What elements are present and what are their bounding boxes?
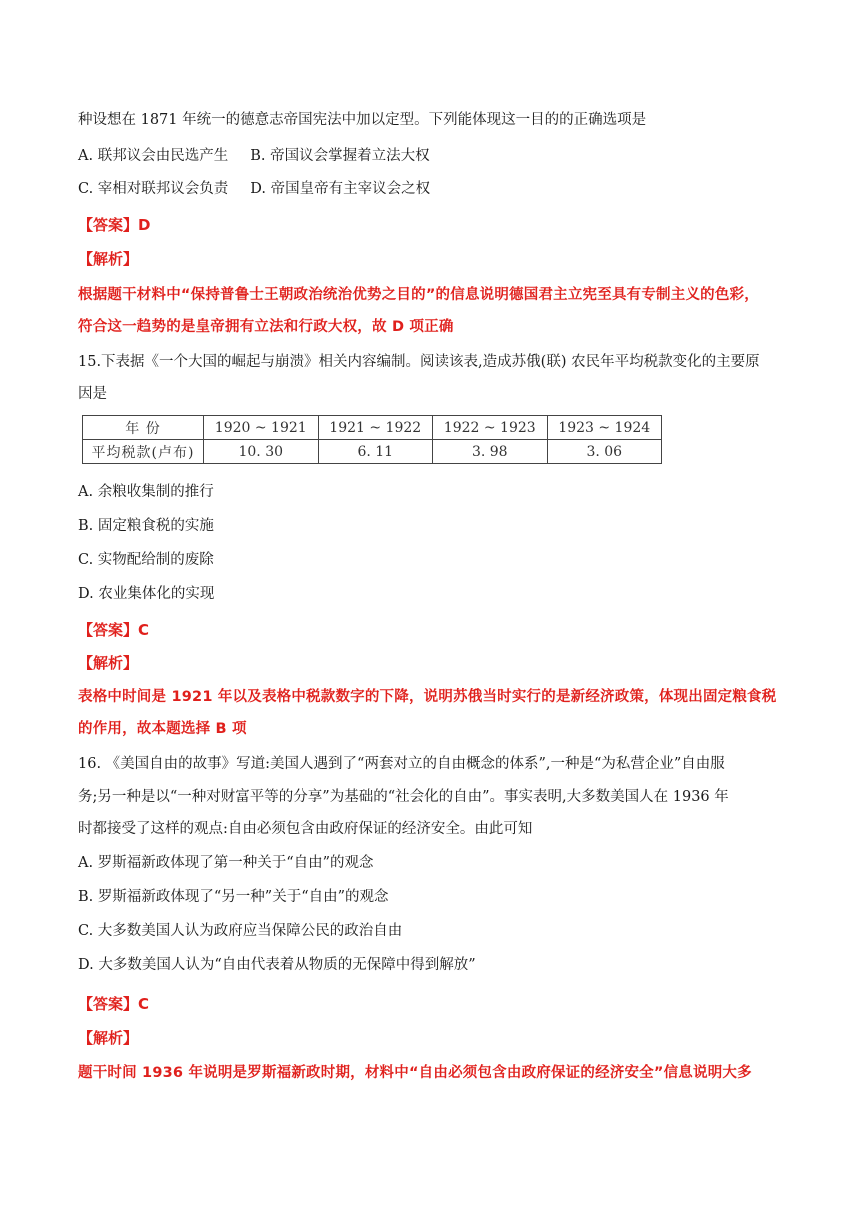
q15-analysis-line-2: 的作用，故本题选择 B 项 xyxy=(78,721,247,737)
table-cell-value: 10. 30 xyxy=(204,440,319,464)
q14-answer: 【答案】D xyxy=(78,216,151,234)
q16-answer: 【答案】C xyxy=(78,995,150,1013)
q14-option-b: B. 帝国议会掌握着立法大权 xyxy=(250,148,430,164)
q15-option-a: A. 余粮收集制的推行 xyxy=(78,484,214,500)
q14-options-row-1 xyxy=(78,146,430,166)
table-cell-value: 3. 98 xyxy=(433,440,548,464)
tax-table xyxy=(82,415,662,464)
q16-stem-line-1: 16. 《美国自由的故事》写道:美国人遇到了“两套对立的自由概念的体系”,一种是“为私营企业”自由服 xyxy=(78,756,725,772)
q16-option-b: B. 罗斯福新政体现了“另一种”关于“自由”的观念 xyxy=(78,889,389,905)
q15-option-c: C. 实物配给制的废除 xyxy=(78,552,214,568)
table-row-header-year: 年 份 xyxy=(83,416,204,440)
q16-option-d: D. 大多数美国人认为“自由代表着从物质的无保障中得到解放” xyxy=(78,957,476,973)
q15-analysis-label: 【解析】 xyxy=(78,654,139,672)
q15-option-b: B. 固定粮食税的实施 xyxy=(78,518,214,534)
q16-stem-line-2: 务;另一种是以“一种对财富平等的分享”为基础的“社会化的自由”。事实表明,大多数美国人在 1936 年 xyxy=(78,789,729,805)
q14-analysis-line-2: 符合这一趋势的是皇帝拥有立法和行政大权，故 D 项正确 xyxy=(78,319,454,335)
q14-options-row-2 xyxy=(78,179,430,199)
q16-stem-line-3: 时都接受了这样的观点:自由必须包含由政府保证的经济安全。由此可知 xyxy=(78,821,533,837)
q14-analysis-label: 【解析】 xyxy=(78,250,139,268)
q15-analysis-line-1: 表格中时间是 1921 年以及表格中税款数字的下降，说明苏俄当时实行的是新经济政策，体现出固定粮食税 xyxy=(78,689,777,705)
q14-option-c: C. 宰相对联邦议会负责 xyxy=(78,181,229,197)
q14-option-a: A. 联邦议会由民选产生 xyxy=(78,148,229,164)
q15-stem-line-1: 15.下表据《一个大国的崛起与崩溃》相关内容编制。阅读该表,造成苏俄(联) 农民年平均税款变化的主要原 xyxy=(78,354,760,370)
q14-analysis-line-1: 根据题干材料中“保持普鲁士王朝政治统治优势之目的”的信息说明德国君主立宪至具有专制主义的色彩， xyxy=(78,287,759,303)
table-cell-year: 1922 ~ 1923 xyxy=(433,416,548,440)
q16-analysis-label: 【解析】 xyxy=(78,1029,139,1047)
table-cell-year: 1920 ~ 1921 xyxy=(204,416,319,440)
q14-stem: 种设想在 1871 年统一的德意志帝国宪法中加以定型。下列能体现这一目的的正确选项是 xyxy=(78,112,647,128)
q14-option-d: D. 帝国皇帝有主宰议会之权 xyxy=(250,181,431,197)
q15-stem-line-2: 因是 xyxy=(78,386,107,402)
q16-analysis-line-1: 题干时间 1936 年说明是罗斯福新政时期，材料中“自由必须包含由政府保证的经济安全”信息说明大多 xyxy=(78,1065,752,1081)
table-cell-value: 6. 11 xyxy=(318,440,433,464)
q16-option-c: C. 大多数美国人认为政府应当保障公民的政治自由 xyxy=(78,923,403,939)
q15-option-d: D. 农业集体化的实现 xyxy=(78,586,215,602)
q16-option-a: A. 罗斯福新政体现了第一种关于“自由”的观念 xyxy=(78,855,374,871)
table-row-header-tax: 平均税款(卢布) xyxy=(83,440,204,464)
table-cell-value: 3. 06 xyxy=(547,440,662,464)
table-row xyxy=(83,440,662,464)
table-cell-year: 1923 ~ 1924 xyxy=(547,416,662,440)
table-cell-year: 1921 ~ 1922 xyxy=(318,416,433,440)
q15-answer: 【答案】C xyxy=(78,621,150,639)
table-row xyxy=(83,416,662,440)
